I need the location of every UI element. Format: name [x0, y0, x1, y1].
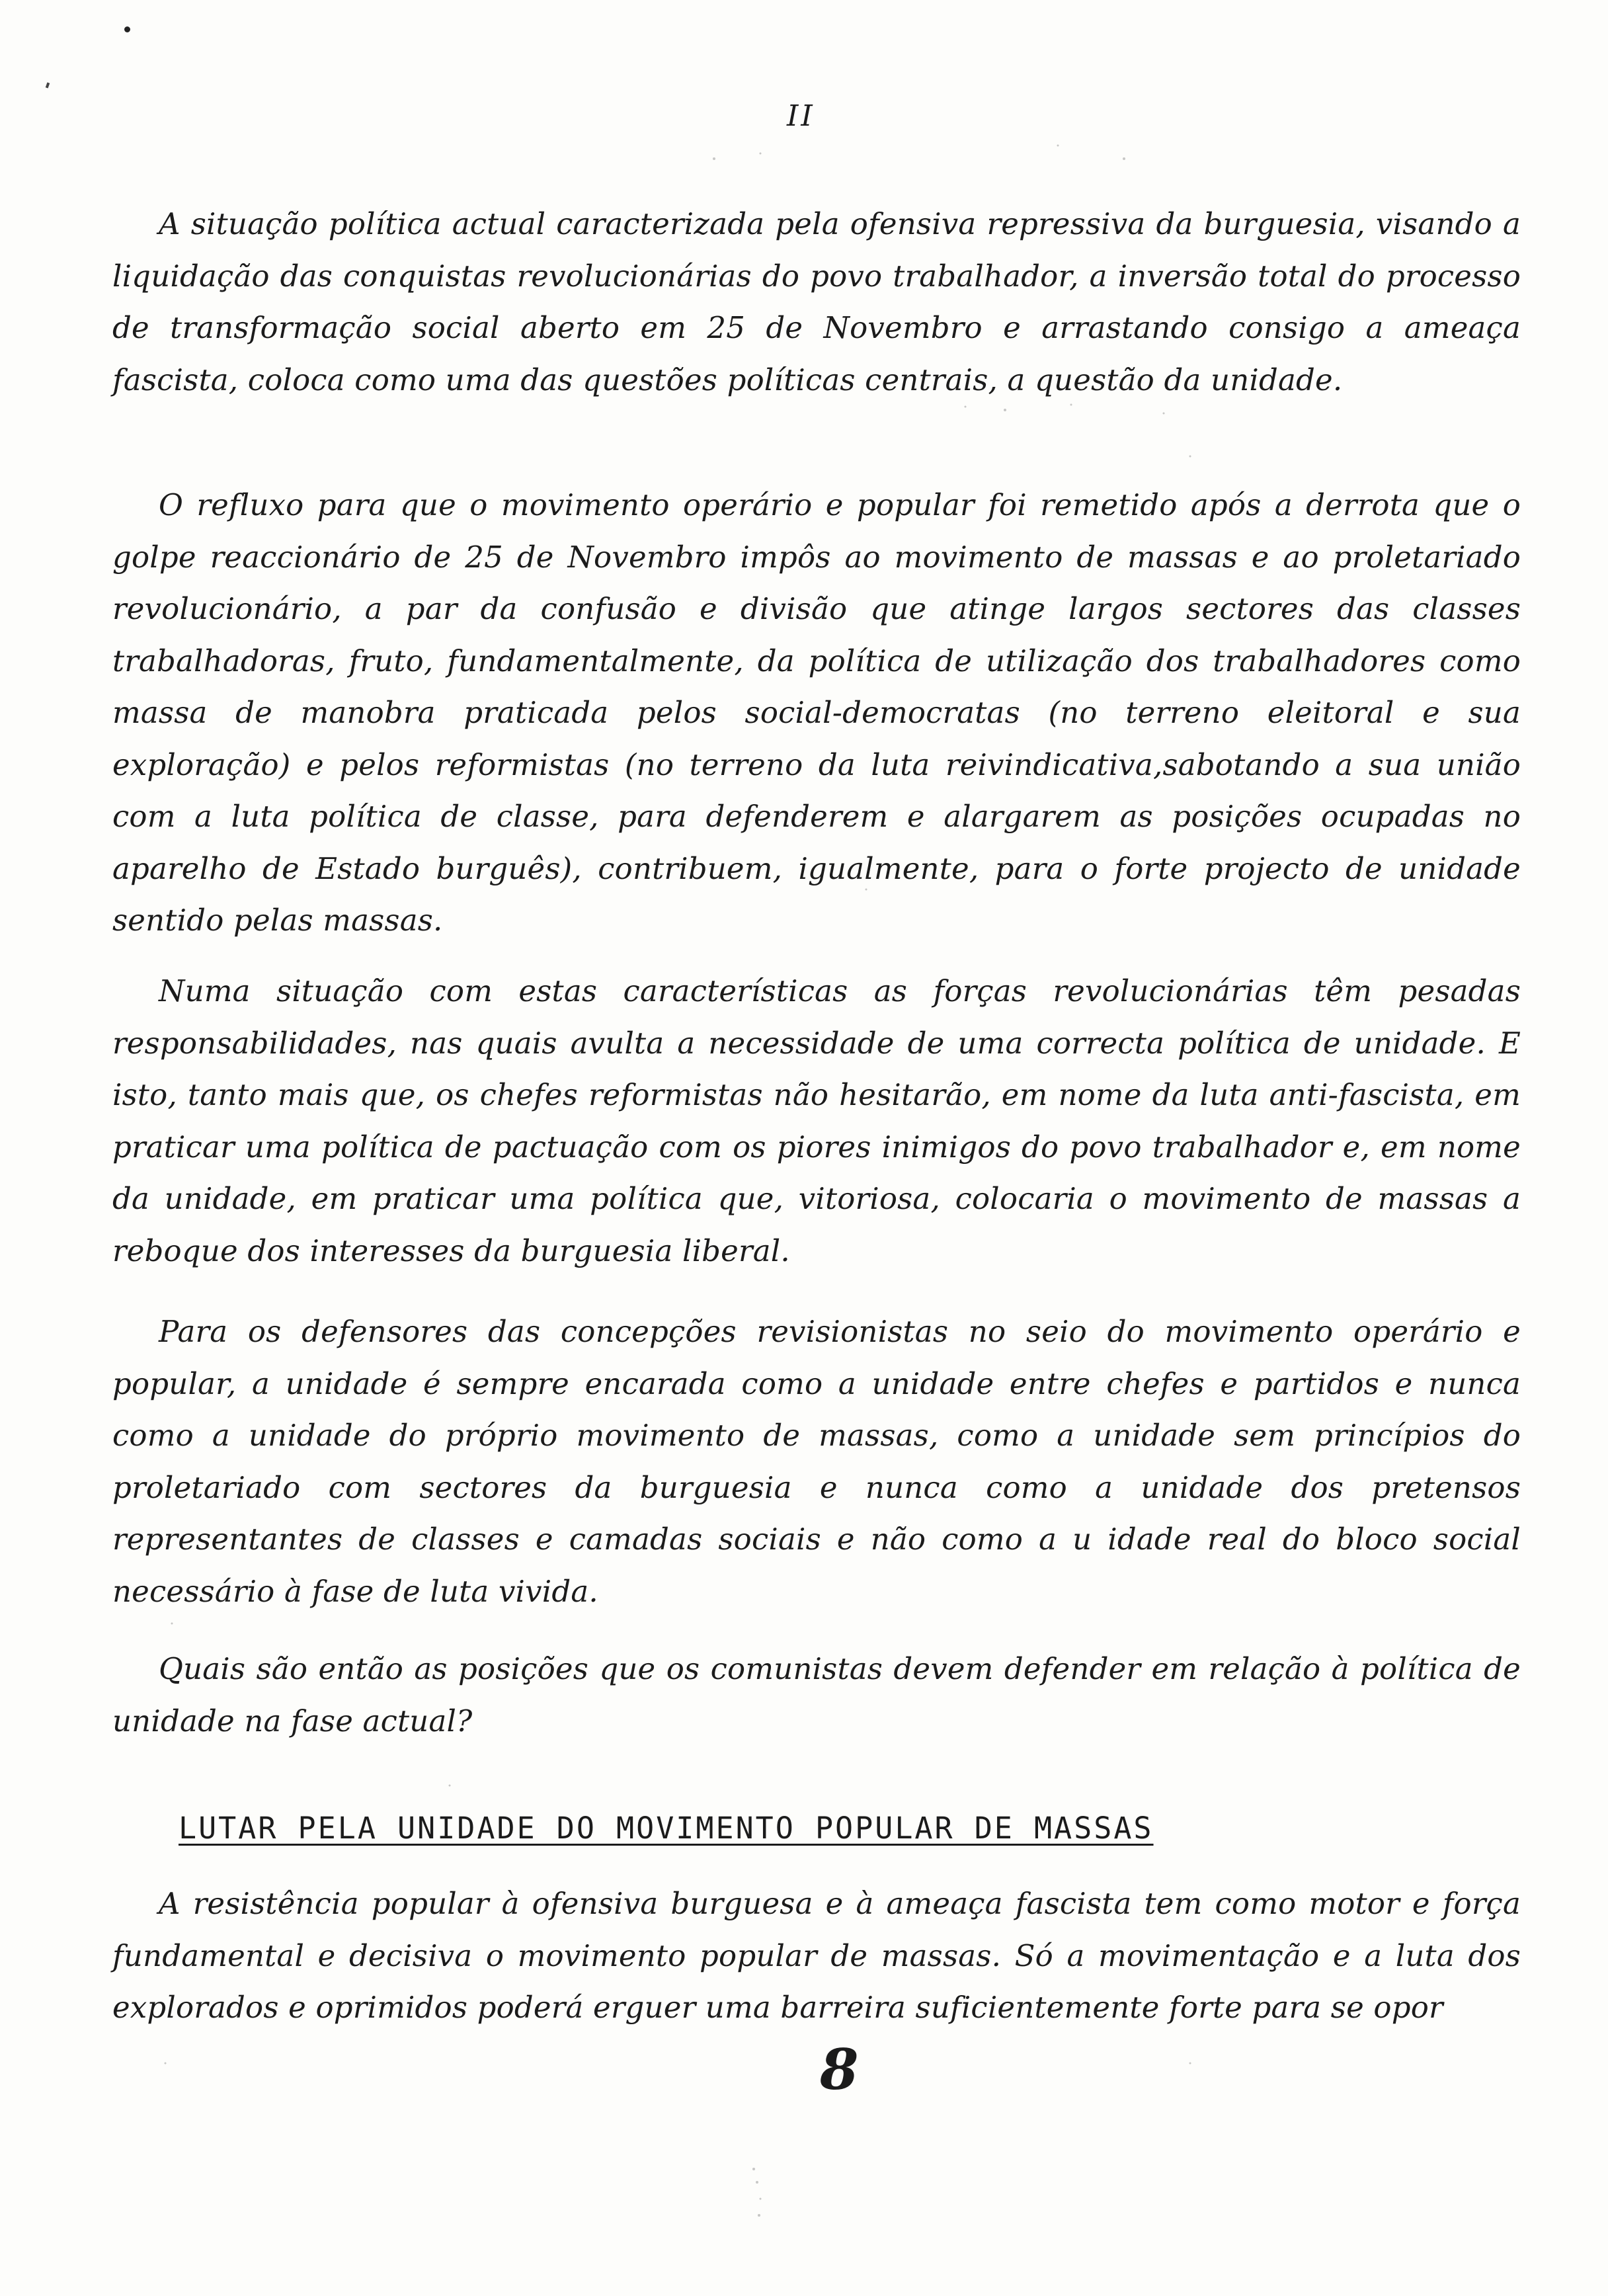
paragraph-2: O refluxo para que o movimento operário e popular foi remetido após a derrota que o golpe reaccionário de 25 de Novembro impôs ao movimento de massas e ao proletariado revolucionário, a par da confusão e divisão que atinge largos sectores das classes trabalhadoras, fruto, fundamentalmente, da política de utilização dos trabalhadores como massa de manobra praticada pelos social-democratas (no terreno eleitoral e sua exploração) e pelos reformistas (no terreno da luta reivindicativa,sabotando a sua união com a luta política de classe, para defenderem e alargarem as posições ocupadas no aparelho de Estado burguês), contribuem, igualmente, para o forte projecto de unidade sentido pelas massas. — [112, 487, 1521, 938]
paragraph-4: Para os defensores das concepções revisionistas no seio do movimento operário e popular, a unidade é sempre encarada como a unidade entre chefes e partidos e nunca como a unidade do próprio movimento de massas, como a unidade sem princípios do proletariado com sectores da burguesia e nunca como a unidade dos pretensos representantes de classes e camadas sociais e não como a u idade real do bloco social necessário à fase de luta vivida. — [112, 1314, 1521, 1609]
section-heading: LUTAR PELA UNIDADE DO MOVIMENTO POPULAR DE MASSAS — [179, 1811, 1154, 1846]
section-number: II — [787, 99, 815, 133]
ink-mark — [46, 83, 50, 89]
paragraph-1: A situação política actual caracterizada pela ofensiva repressiva da burguesia, visando a liquidação das conquistas revolucionárias do povo trabalhador, a inversão total do processo de transformação social aberto em 25 de Novembro e arrastando consigo a ameaça fascista, coloca como uma das questões políticas centrais, a questão da unidade. — [112, 206, 1521, 397]
paragraph-3: Numa situação com estas características as forças revolucionárias têm pesadas responsabilidades, nas quais avulta a necessidade de uma correcta política de unidade. E isto, tanto mais que, os chefes reformistas não hesitarão, em nome da luta anti-fascista, em praticar uma política de pactuação com os piores inimigos do povo trabalhador e, em nome da unidade, em praticar uma política que, vitoriosa, colocaria o movimento de massas a reboque dos interesses da burguesia liberal. — [112, 973, 1521, 1268]
paragraph-6: A resistência popular à ofensiva burguesa e à ameaça fascista tem como motor e força fundamental e decisiva o movimento popular de massas. Só a movimentação e a luta dos explorados e oprimidos poderá erguer uma barreira suficientemente forte para se opor — [112, 1886, 1521, 2025]
page-number: 8 — [820, 2037, 859, 2102]
paragraph-5: Quais são então as posições que os comunistas devem defender em relação à política de unidade na fase actual? — [112, 1651, 1521, 1739]
ink-dot — [124, 26, 130, 32]
